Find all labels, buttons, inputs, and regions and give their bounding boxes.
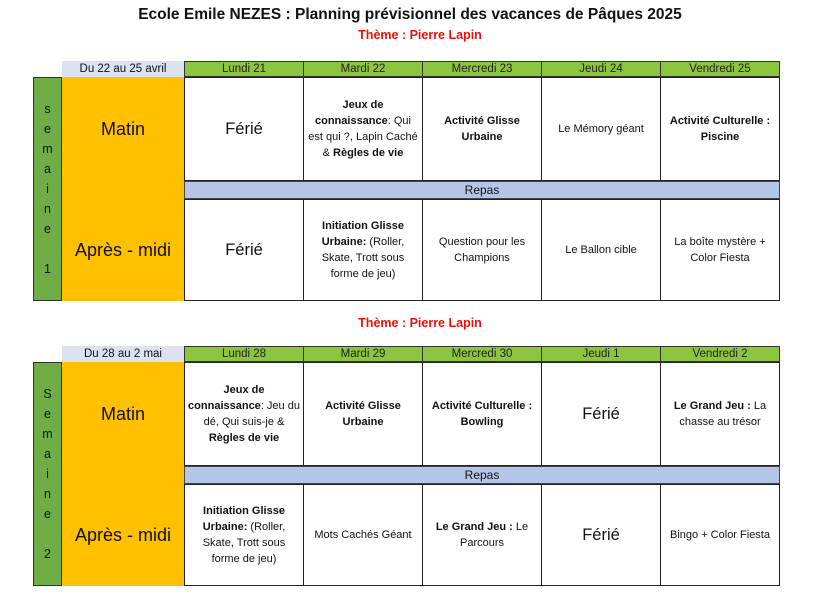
day-header: Mardi 29 <box>303 346 423 362</box>
apres-midi-activity-cell <box>303 199 423 301</box>
activity-detail-text: (Roller, Skate, Trott sous forme de jeu) <box>321 236 405 280</box>
apres-midi-activity-cell <box>422 199 542 301</box>
matin-activity-cell <box>541 77 661 181</box>
semaine-letter: e <box>44 122 51 136</box>
activity-text <box>565 242 637 258</box>
semaine-letter <box>46 524 49 544</box>
matin-activity-cell <box>541 362 661 466</box>
apres-midi-activity-cell <box>184 199 304 301</box>
activity-text <box>426 519 538 551</box>
semaine-letter <box>46 239 49 259</box>
semaine-letter: 1 <box>44 262 51 276</box>
activity-text <box>314 527 411 543</box>
semaine-letter: n <box>44 202 51 216</box>
activity-bold-text: Le Grand Jeu : <box>435 521 513 533</box>
activity-detail-text: Question pour les Champions <box>438 236 526 264</box>
matin-activity-cell <box>303 77 423 181</box>
day-header: Jeudi 24 <box>541 61 661 77</box>
activity-text <box>307 97 419 161</box>
semaine-letter: S <box>43 387 52 401</box>
activity-detail-text: Le Parcours <box>459 521 529 549</box>
week-2-planning-table <box>0 346 838 596</box>
apres-midi-activity-cell <box>184 484 304 586</box>
activity-text <box>664 398 776 430</box>
day-header: Jeudi 1 <box>541 346 661 362</box>
activity-text <box>307 218 419 282</box>
semaine-letter: a <box>44 447 51 461</box>
activity-detail-text: Le Mémory géant <box>558 123 644 135</box>
matin-activity-cell <box>184 77 304 181</box>
activity-bold-text: Activité Glisse Urbaine <box>325 400 401 428</box>
week-1-planning-table <box>0 61 838 311</box>
activity-bold-text: Initiation Glisse Urbaine: <box>321 220 404 248</box>
activity-text <box>670 527 770 543</box>
matin-activity-cell <box>660 362 780 466</box>
activity-bold-text: Le Grand Jeu : <box>673 400 751 412</box>
semaine-letter: s <box>44 102 51 116</box>
activity-bold-text: Initiation Glisse Urbaine: <box>202 505 285 533</box>
activity-bold-text: Jeux de connaissance <box>315 99 388 127</box>
activity-text <box>664 113 776 145</box>
matin-label <box>62 77 184 301</box>
day-header: Lundi 21 <box>184 61 304 77</box>
activity-text <box>307 398 419 430</box>
apres-midi-label-text: Après - midi <box>74 524 172 545</box>
semaine-vertical-label <box>33 362 62 586</box>
day-header: Mercredi 30 <box>422 346 542 362</box>
apres-midi-label-text: Après - midi <box>74 239 172 260</box>
activity-bold-text: Règles de vie <box>333 147 404 159</box>
date-range-header: Du 22 au 25 avril <box>62 61 184 77</box>
activity-detail-text: La chasse au trésor <box>679 400 767 428</box>
matin-activity-cell <box>422 362 542 466</box>
activity-detail-text: Le Ballon cible <box>565 244 637 256</box>
activity-detail-text: Mots Cachés Géant <box>314 529 412 541</box>
semaine-letter: m <box>42 427 53 441</box>
matin-activity-cell <box>303 362 423 466</box>
apres-midi-activity-cell <box>660 484 780 586</box>
activity-text <box>426 234 538 266</box>
matin-activity-cell <box>422 77 542 181</box>
activity-bold-text: Règles de vie <box>208 432 280 444</box>
matin-activity-cell <box>660 77 780 181</box>
repas-band: Repas <box>184 466 780 484</box>
activity-bold-text: Activité Glisse Urbaine <box>444 115 520 143</box>
matin-label-text: Matin <box>100 403 145 424</box>
activity-text <box>188 382 300 446</box>
apres-midi-activity-cell <box>303 484 423 586</box>
activity-bold-text: Jeux de connaissance <box>188 384 265 412</box>
activity-bold-text: Activité Culturelle : Piscine <box>669 115 771 143</box>
day-header: Mardi 22 <box>303 61 423 77</box>
activity-text <box>426 398 538 430</box>
activity-detail-text: (Roller, Skate, Trott sous forme de jeu) <box>202 521 286 565</box>
day-header: Lundi 28 <box>184 346 304 362</box>
ferie-text: Férié <box>582 405 620 423</box>
semaine-letter: m <box>42 142 53 156</box>
semaine-letter: 2 <box>44 547 51 561</box>
activity-detail-text: Bingo + Color Fiesta <box>670 529 770 541</box>
theme-label-week-1: Thème : Pierre Lapin <box>358 28 482 42</box>
ferie-text: Férié <box>225 241 263 259</box>
apres-midi-activity-cell <box>541 199 661 301</box>
matin-activity-cell <box>184 362 304 466</box>
semaine-vertical-label <box>33 77 62 301</box>
activity-text <box>558 121 644 137</box>
apres-midi-activity-cell <box>660 199 780 301</box>
ferie-text: Férié <box>225 120 263 138</box>
activity-text <box>426 113 538 145</box>
theme-label-week-2: Thème : Pierre Lapin <box>358 316 482 330</box>
day-header: Vendredi 25 <box>660 61 780 77</box>
activity-text <box>664 234 776 266</box>
activity-detail-text: : Jeu du dé, Qui suis-je & <box>203 400 300 428</box>
matin-label <box>62 362 184 586</box>
semaine-letter: a <box>44 162 51 176</box>
day-header: Vendredi 2 <box>660 346 780 362</box>
semaine-letter: e <box>44 507 51 521</box>
date-range-header: Du 28 au 2 mai <box>62 346 184 362</box>
activity-bold-text: Activité Culturelle : Bowling <box>431 400 533 428</box>
semaine-letter: i <box>46 467 49 481</box>
semaine-letter: e <box>44 407 51 421</box>
repas-band: Repas <box>184 181 780 199</box>
matin-label-text: Matin <box>100 118 145 139</box>
activity-detail-text: La boîte mystère + Color Fiesta <box>674 236 766 264</box>
day-header: Mercredi 23 <box>422 61 542 77</box>
semaine-letter: n <box>44 487 51 501</box>
activity-detail-text: : Qui est qui ?, Lapin Caché & <box>308 115 418 159</box>
page-title: Ecole Emile NEZES : Planning prévisionnel des vacances de Pâques 2025 <box>138 6 682 23</box>
ferie-text: Férié <box>582 526 620 544</box>
semaine-letter: e <box>44 222 51 236</box>
apres-midi-activity-cell <box>422 484 542 586</box>
semaine-letter: i <box>46 182 49 196</box>
activity-text <box>188 503 300 567</box>
apres-midi-activity-cell <box>541 484 661 586</box>
